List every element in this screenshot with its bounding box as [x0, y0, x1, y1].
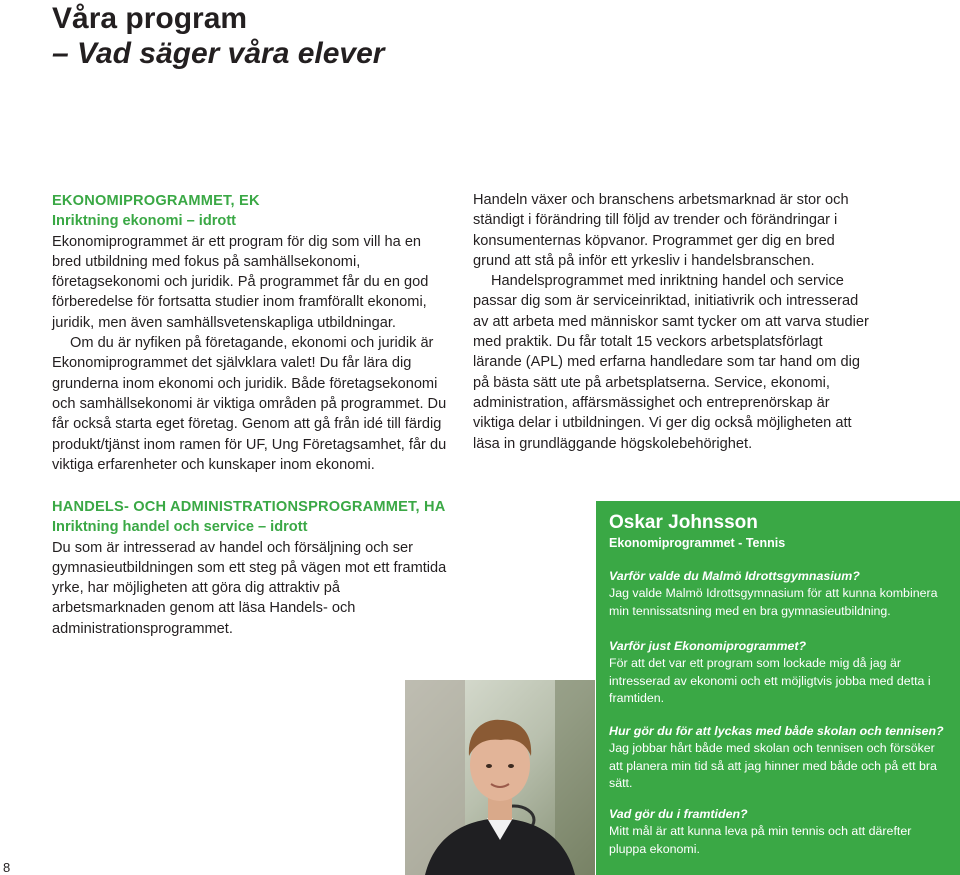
- qa-answer: Mitt mål är att kunna leva på min tennis och att därefter pluppa ekonomi.: [609, 824, 912, 856]
- ha-subheading: Inriktning handel och service – idrott: [52, 519, 308, 536]
- student-portrait-illustration: [405, 680, 595, 875]
- qa-item: [609, 568, 947, 620]
- qa-answer: Jag valde Malmö Idrottsgymnasium för att kunna kombinera min tennissatsning med en bra gymnasieutbildning.: [609, 586, 938, 618]
- qa-item: [609, 638, 947, 708]
- qa-question: Vad gör du i framtiden?: [609, 807, 748, 821]
- qa-question: Varför just Ekonomiprogrammet?: [609, 639, 807, 653]
- qa-question: Varför valde du Malmö Idrottsgymnasium?: [609, 569, 860, 583]
- page-title: Våra program: [52, 2, 248, 35]
- qa-question: Hur gör du för att lyckas med både skolan och tennisen?: [609, 724, 944, 738]
- right-paragraph-1: Handeln växer och branschens arbetsmarknad är stor och ständigt i förändring till följd av trender och förändringar i konsumenternas köpvanor. Programmet ger dig en bred grund att stå på inför ett yrkesliv i handelsbranschen.: [473, 192, 849, 269]
- ha-heading: HANDELS- OCH ADMINISTRATIONSPROGRAMMET, HA: [52, 499, 446, 515]
- page-number: 8: [3, 860, 11, 875]
- student-program: Ekonomiprogrammet - Tennis: [609, 536, 786, 550]
- ha-paragraph-1: Du som är intresserad av handel och försäljning och ser gymnasieutbildningen som ett steg på vägen mot ett framtida yrke, har möjligheten att göra dig attraktiv på arbetsmarknaden genom att läsa Handels- och administrationsprogrammet.: [52, 539, 447, 637]
- ek-heading: EKONOMIPROGRAMMET, EK: [52, 193, 260, 209]
- student-name: Oskar Johnsson: [609, 512, 758, 533]
- qa-answer: Jag jobbar hårt både med skolan och tennisen och försöker att planera min tid så att jag hinner med både och på ett bra sätt.: [609, 741, 937, 791]
- page-subtitle: – Vad säger våra elever: [52, 37, 385, 70]
- ekonomiprogrammet-section: [52, 191, 448, 475]
- handelsprogrammet-section: [52, 497, 448, 639]
- ek-paragraph-1: Ekonomiprogrammet är ett program för dig som vill ha en bred utbildning med fokus på samhällsekonomi, företagsekonomi och juridik. På programmet får du en god förberedelse för fortsatta studier inom framförallt ekonomi, juridik, men även samhällsvetenskapliga utbildningar.: [52, 233, 429, 331]
- qa-answer: För att det var ett program som lockade mig då jag är intresserad av ekonomi och ett möjligtvis jobba med detta i framtiden.: [609, 656, 931, 706]
- ek-paragraph-2: Om du är nyfiken på företagande, ekonomi och juridik är Ekonomiprogrammet det självklara valet! Du får lära dig grunderna inom ekonomi och juridik. Både företagsekonomi och samhällsekonomi är viktiga områden på programmet. Du får också starta eget företag. Genom att gå från idé till färdig produkt/tjänst inom ramen för UF, Ung Företagsamhet, får du viktiga erfarenheter och kunskaper inom ekonomi.: [52, 335, 447, 473]
- ek-subheading: Inriktning ekonomi – idrott: [52, 213, 237, 230]
- qa-item: [609, 723, 947, 793]
- right-paragraph-2: Handelsprogrammet med inriktning handel och service passar dig som är serviceinriktad, initiativrik och intresserad av att arbeta med människor samt tycker om att varva studier med praktik. Du får totalt 15 veckors arbetsplatsförlagt lärande (APL) med erfarna handledare som tar hand om dig på bästa sätt ute på arbetsplatserna. Service, ekonomi, administration, affärsmässighet och entreprenörskap är viktiga delar i utbildningen. Vi ger dig också möjligheten att läsa in grundläggande högskolebehörighet.: [473, 273, 869, 452]
- student-photo: [405, 680, 595, 875]
- student-profile-box: [596, 501, 960, 875]
- handel-continued-section: [473, 190, 873, 454]
- qa-item: [609, 806, 947, 858]
